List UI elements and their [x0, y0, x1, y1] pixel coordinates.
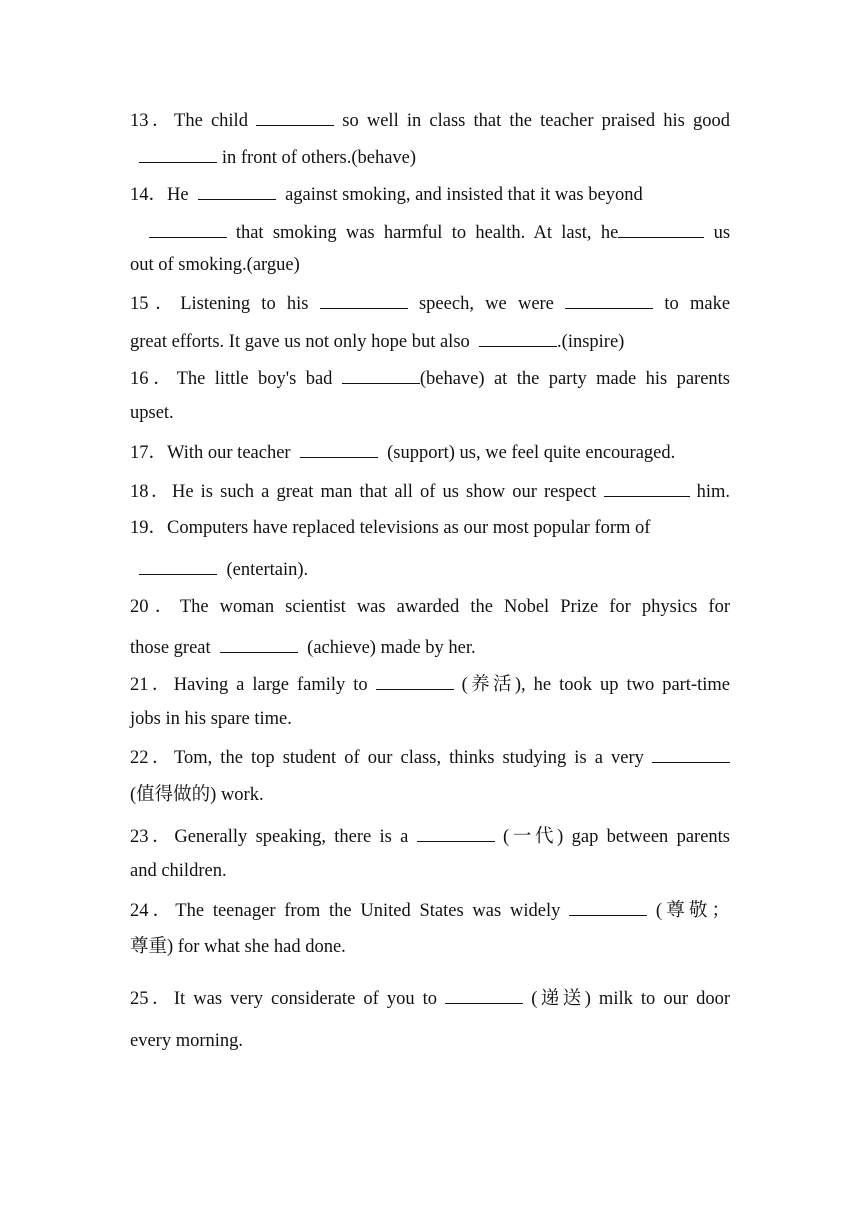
question-25-line-1: 25．It was very considerate of you to (递送) milk to our door: [130, 984, 730, 1008]
question-19-line-2: (entertain).: [130, 555, 730, 579]
question-23-line-1: 23．Generally speaking, there is a (一代) gap between parents: [130, 822, 730, 846]
question-20-line-2: those great (achieve) made by her.: [130, 633, 730, 657]
question-22-line-2: (值得做的) work.: [130, 785, 264, 805]
answer-blank[interactable]: [256, 106, 334, 126]
answer-blank[interactable]: [139, 143, 217, 163]
answer-blank[interactable]: [300, 438, 378, 458]
answer-blank[interactable]: [565, 289, 653, 309]
question-14-line-2: that smoking was harmful to health. At last, he us: [130, 218, 730, 242]
answer-blank[interactable]: [139, 555, 217, 575]
question-13-line-2: in front of others.(behave): [130, 143, 730, 167]
question-16-line-1: 16．The little boy's bad (behave) at the party made his parents: [130, 364, 730, 388]
answer-blank[interactable]: [652, 743, 730, 763]
question-17-line-1: 17．With our teacher (support) us, we feel quite encouraged.: [130, 438, 730, 462]
question-19-line-1: 19．Computers have replaced televisions as our most popular form of: [130, 518, 651, 538]
answer-blank[interactable]: [149, 218, 227, 238]
answer-blank[interactable]: [320, 289, 408, 309]
question-15-line-2: great efforts. It gave us not only hope but also .(inspire): [130, 327, 730, 351]
question-23-line-2: and children.: [130, 861, 227, 881]
question-15-line-1: 15．Listening to his speech, we were to make: [130, 289, 730, 313]
answer-blank[interactable]: [445, 984, 523, 1004]
answer-blank[interactable]: [342, 364, 420, 384]
question-18-line-1: 18．He is such a great man that all of us show our respect him.: [130, 477, 730, 501]
question-21-line-1: 21．Having a large family to (养活), he took up two part-time: [130, 670, 730, 694]
question-16-line-2: upset.: [130, 403, 174, 423]
answer-blank[interactable]: [479, 327, 557, 347]
question-21-line-2: jobs in his spare time.: [130, 709, 292, 729]
question-14-line-3: out of smoking.(argue): [130, 255, 300, 275]
question-13-line-1: 13．The child so well in class that the teacher praised his good: [130, 106, 730, 130]
question-24-line-1: 24．The teenager from the United States was widely (尊敬；: [130, 896, 730, 920]
answer-blank[interactable]: [417, 822, 495, 842]
question-24-line-2: 尊重) for what she had done.: [130, 937, 346, 957]
question-25-line-2: every morning.: [130, 1031, 244, 1051]
question-22-line-1: 22．Tom, the top student of our class, thinks studying is a very: [130, 743, 730, 767]
answer-blank[interactable]: [618, 218, 704, 238]
answer-blank[interactable]: [604, 477, 690, 497]
answer-blank[interactable]: [569, 896, 647, 916]
question-14-line-1: 14．He against smoking, and insisted that it was beyond: [130, 180, 730, 204]
answer-blank[interactable]: [220, 633, 298, 653]
question-20-line-1: 20．The woman scientist was awarded the Nobel Prize for physics for: [130, 597, 730, 617]
answer-blank[interactable]: [376, 670, 454, 690]
answer-blank[interactable]: [198, 180, 276, 200]
